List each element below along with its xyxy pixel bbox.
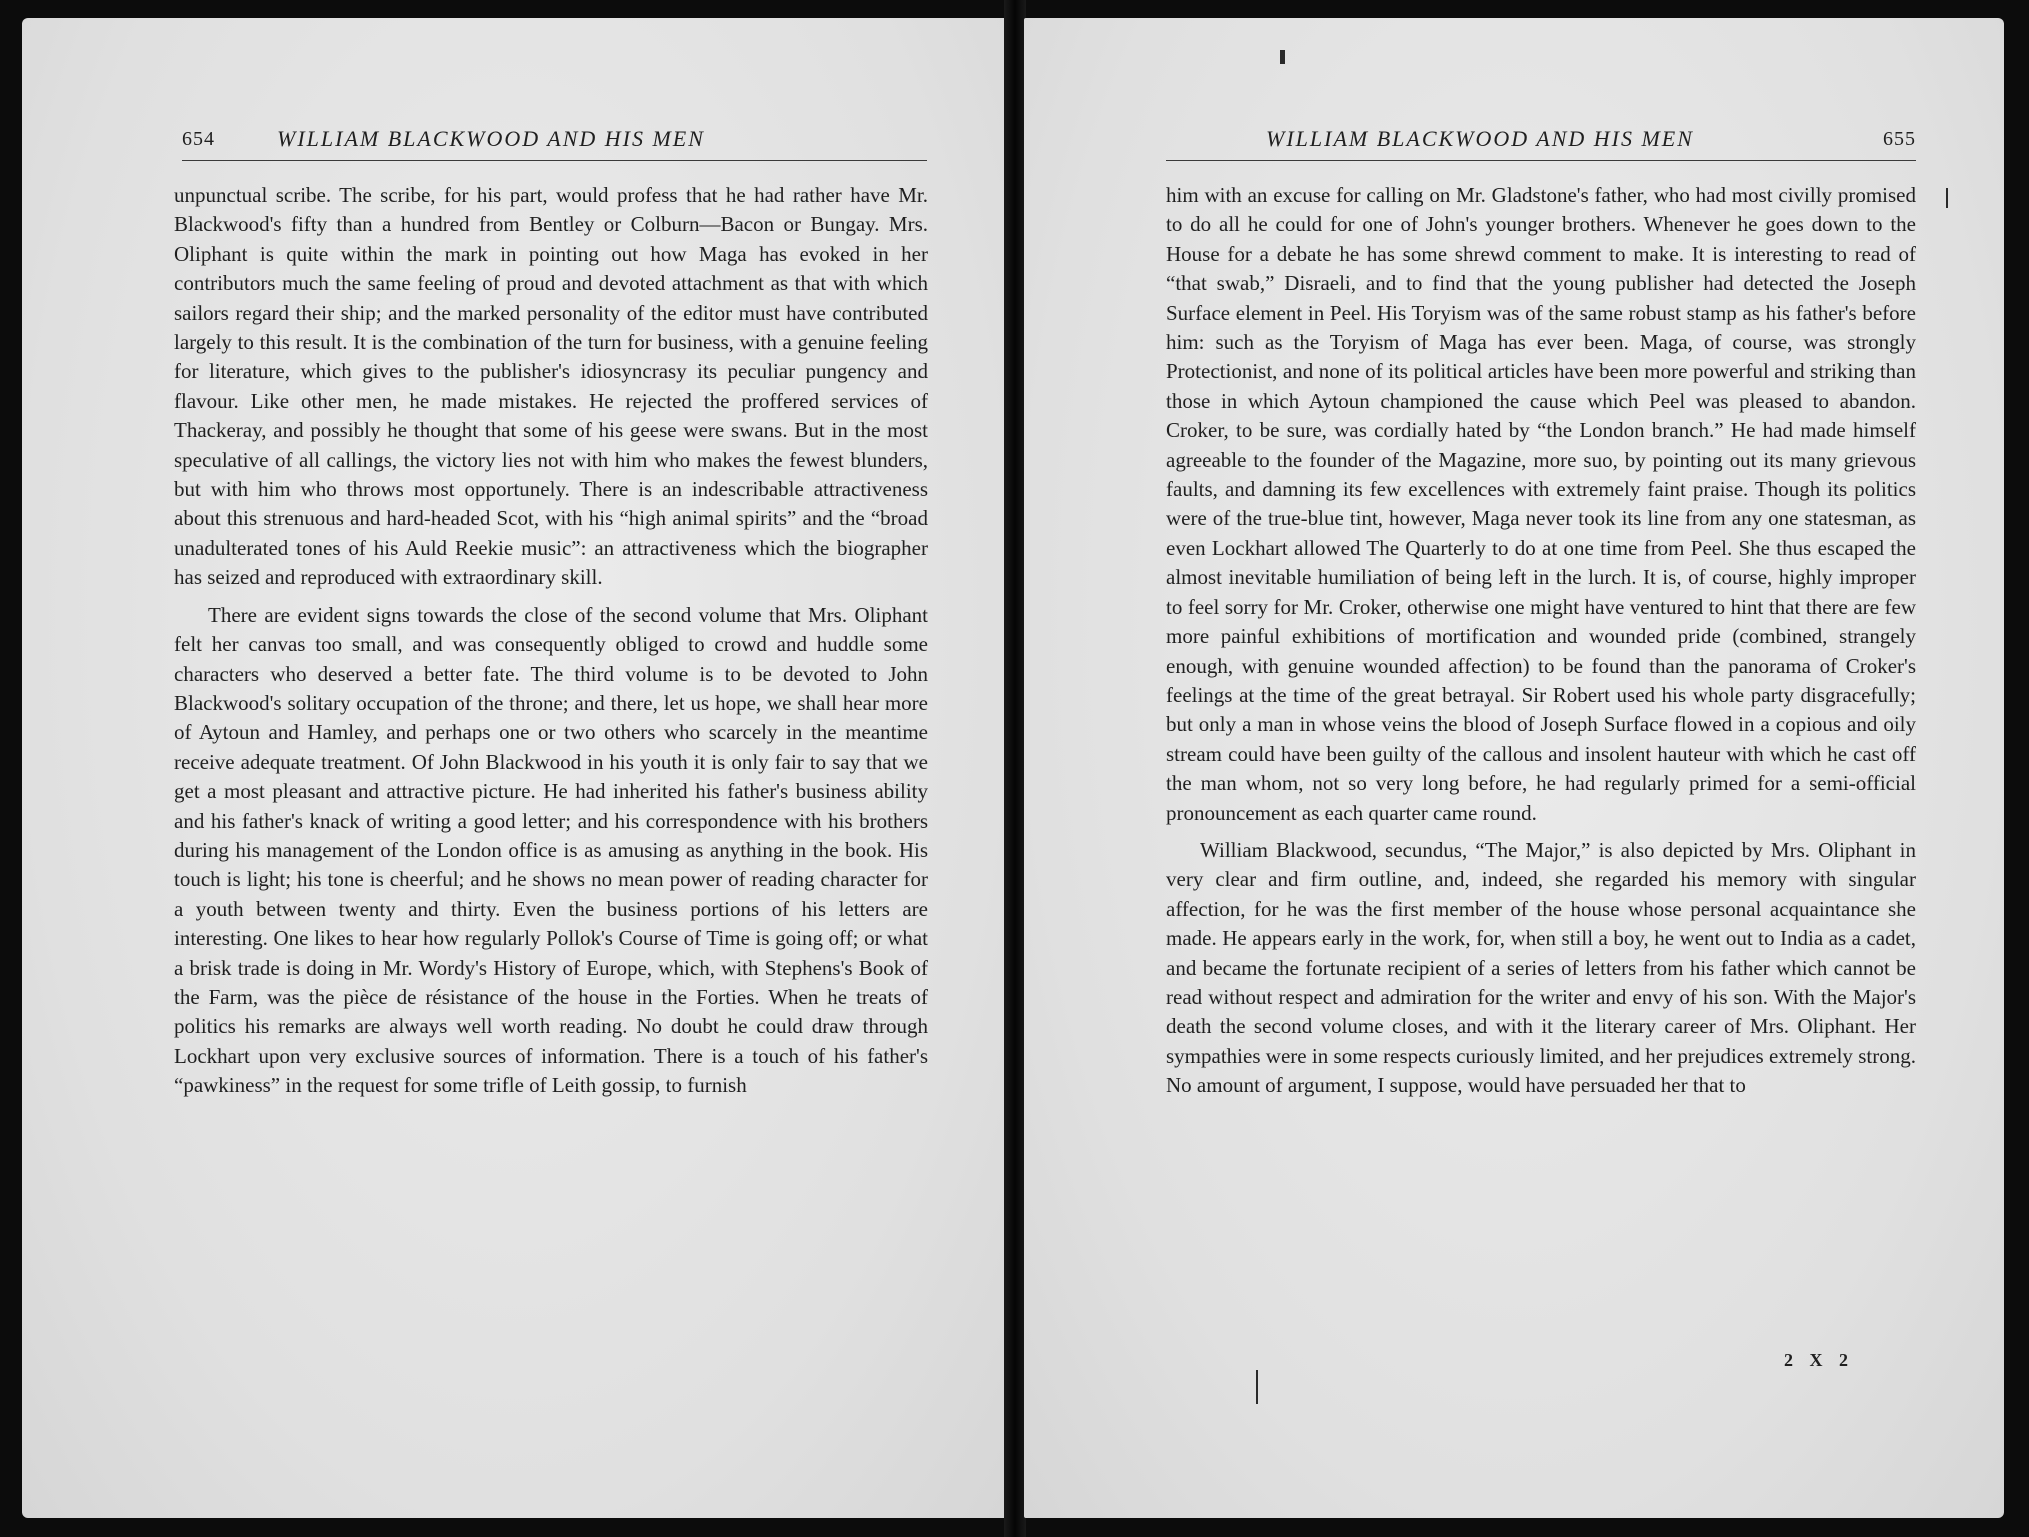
pencil-mark (1256, 1370, 1258, 1404)
paragraph: There are evident signs towards the close of the second volume that Mrs. Oliphant felt her canvas too small, and was consequently obliged to crowd and huddle some characters who deserved a better fate. The third volume is to be devoted to John Blackwood's solitary occupation of the throne; and there, let us hope, we shall hear more of Aytoun and Hamley, and perhaps one or two others who scarcely in the meantime receive adequate treatment. Of John Blackwood in his youth it is only fair to say that we get a most pleasant and attractive picture. He had inherited his father's business ability and his father's knack of writing a good letter; and his correspondence with his brothers during his management of the London office is as amusing as anything in the book. His touch is light; his tone is cheerful; and he shows no mean power of reading character for a youth between twenty and thirty. Even the business portions of his letters are interesting. One likes to hear how regularly Pollok's Course of Time is going off; or what a brisk trade is doing in Mr. Wordy's History of Europe, which, with Stephens's Book of the Farm, was the pièce de résistance of the house in the Forties. When he treats of politics his remarks are always well worth reading. No doubt he could draw through Lockhart upon very exclusive sources of information. There is a touch of his father's “pawkiness” in the request for some trifle of Leith gossip, to furnish (174, 602, 928, 1098)
pencil-mark (1946, 188, 1948, 208)
right-page-header (1166, 110, 1916, 161)
page-number: 654 (182, 128, 215, 150)
paragraph: unpunctual scribe. The scribe, for his part, would profess that he had rather have Mr. Blackwood's fifty than a hundred from Bentley or Colburn—Bacon or Bungay. Mrs. Oliphant is quite within the mark in pointing out how Maga has evoked in her contributors much the same feeling of proud and devoted attachment as that with which sailors regard their ship; and the marked personality of the editor must have contributed largely to this result. It is the combination of the turn for business, with a genuine feeling for literature, which gives to the publisher's idiosyncrasy its peculiar pungency and flavour. Like other men, he made mistakes. He rejected the proffered services of Thackeray, and possibly he thought that some of his geese were swans. But in the most speculative of all callings, the victory lies not with him who makes the fewest blunders, but with him who throws most opportunely. There is an indescribable attractiveness about this strenuous and hard-headed Scot, with his “high animal spirits” and the “broad unadulterated tones of his Auld Reekie music”: an attractiveness which the biographer has seized and reproduced with extraordinary skill. (174, 183, 928, 590)
left-page-body (174, 181, 928, 1101)
left-page-header (182, 110, 927, 161)
paragraph: him with an excuse for calling on Mr. Gladstone's father, who had most civilly promised to do all he could for one of John's younger brothers. Whenever he goes down to the House for a debate he has some shrewd comment to make. It is interesting to read of “that swab,” Disraeli, and to find that the young publisher had detected the Joseph Surface element in Peel. His Toryism was of the same robust stamp as his father's before him: such as the Toryism of Maga has ever been. Maga, of course, was strongly Protectionist, and none of its political articles have been more powerful and striking than those in which Aytoun championed the cause which Peel was pleased to abandon. Croker, to be sure, was cordially hated by “the London branch.” He had made himself agreeable to the founder of the Magazine, more suo, by pointing out its many grievous faults, and damning its few excellences with extremely faint praise. Though its politics were of the true-blue tint, however, Maga never took its line from any one statesman, as even Lockhart allowed The Quarterly to do at one time from Peel. She thus escaped the almost inevitable humiliation of being left in the lurch. It is, of course, highly improper to feel sorry for Mr. Croker, otherwise one might have ventured to hint that there are few more painful exhibitions of mortification and wounded pride (combined, strangely enough, with genuine wounded affection) to be found than the panorama of Croker's feelings at the time of the great betrayal. Sir Robert used his whole party disgracefully; but only a man in whose veins the blood of Joseph Surface flowed in a copious and oily stream could have been guilty of the callous and insolent hauteur with which he cast off the man whom, not so very long before, he had regularly primed for a semi-official pronouncement as each quarter came round. (1166, 183, 1916, 825)
right-page (1024, 18, 2004, 1518)
paragraph: William Blackwood, secundus, “The Major,” is also depicted by Mrs. Oliphant in very clear and firm outline, and, indeed, she regarded his memory with singular affection, for he was the first member of the house whose personal acquaintance she made. He appears early in the work, for, when still a boy, he went out to India as a cadet, and became the fortunate recipient of a series of letters from his father which cannot be read without respect and admiration for the writer and envy of his son. With the Major's death the second volume closes, and with it the literary career of Mrs. Oliphant. Her sympathies were in some respects curiously limited, and her prejudices extremely strong. No amount of argument, I suppose, would have persuaded her that to (1166, 837, 1916, 1098)
left-page (22, 18, 1006, 1518)
ink-mark (1280, 50, 1285, 64)
right-page-body (1166, 181, 1916, 1101)
signature-mark: 2 X 2 (1784, 1350, 1854, 1370)
page-number: 655 (1883, 128, 1916, 150)
running-head: WILLIAM BLACKWOOD AND HIS MEN (277, 126, 705, 151)
running-head: WILLIAM BLACKWOOD AND HIS MEN (1266, 126, 1694, 151)
book-gutter (1004, 0, 1026, 1537)
